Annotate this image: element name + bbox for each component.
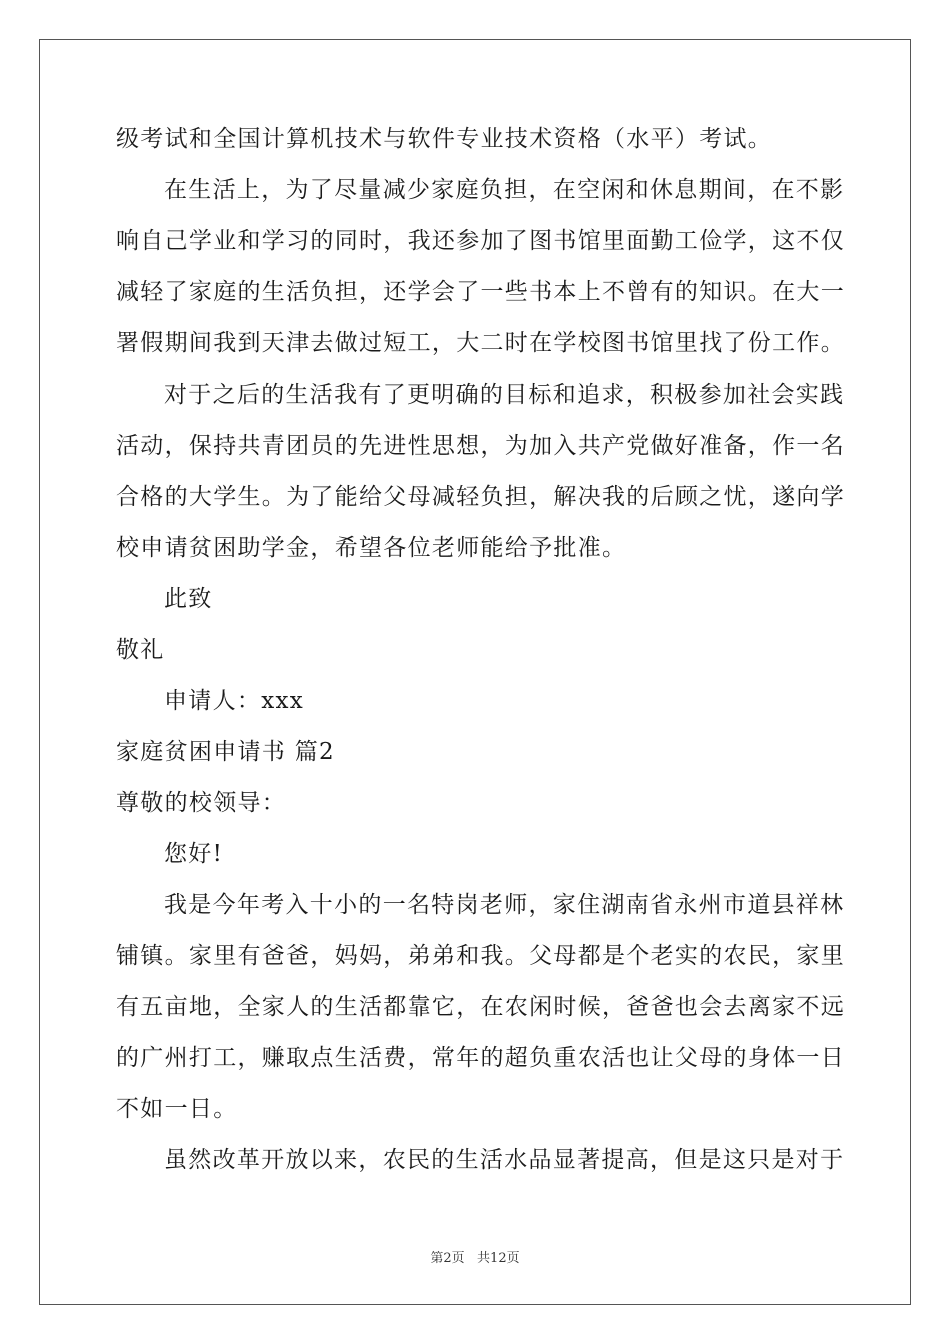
section-title: 家庭贫困申请书 篇2 <box>116 739 335 765</box>
text-line: 的广州打工，赚取点生活费，常年的超负重农活也让父母的身体一日 <box>116 1045 845 1071</box>
text-line: 不如一日。 <box>116 1096 238 1122</box>
text-line: 活动，保持共青团员的先进性思想，为加入共产党做好准备，作一名 <box>116 433 845 459</box>
text-line: 铺镇。家里有爸爸，妈妈，弟弟和我。父母都是个老实的农民，家里 <box>116 943 845 969</box>
text-line: 在生活上，为了尽量减少家庭负担，在空闲和休息期间，在不影 <box>164 177 845 203</box>
applicant-signature: 申请人：xxx <box>164 688 305 714</box>
text-line: 虽然改革开放以来，农民的生活水品显著提高，但是这只是对于 <box>164 1147 845 1173</box>
text-line: 响自己学业和学习的同时，我还参加了图书馆里面勤工俭学，这不仅 <box>116 228 845 254</box>
text-line: 校申请贫困助学金，希望各位老师能给予批准。 <box>116 535 627 561</box>
page-number-footer: 第2页 共12页 <box>430 1251 520 1266</box>
salutation: 敬礼 <box>116 637 165 663</box>
text-line: 署假期间我到天津去做过短工，大二时在学校图书馆里找了份工作。 <box>116 330 845 356</box>
text-line: 减轻了家庭的生活负担，还学会了一些书本上不曾有的知识。在大一 <box>116 279 845 305</box>
text-line: 级考试和全国计算机技术与软件专业技术资格（水平）考试。 <box>116 126 773 152</box>
text-line: 对于之后的生活我有了更明确的目标和追求，积极参加社会实践 <box>164 382 845 408</box>
text-line: 合格的大学生。为了能给父母减轻负担，解决我的后顾之忧，遂向学 <box>116 484 845 510</box>
greeting: 您好! <box>164 841 224 867</box>
addressee: 尊敬的校领导： <box>116 790 287 816</box>
closing-phrase: 此致 <box>164 586 213 612</box>
text-line: 我是今年考入十小的一名特岗老师，家住湖南省永州市道县祥林 <box>164 892 845 918</box>
text-line: 有五亩地，全家人的生活都靠它，在农闲时候，爸爸也会去离家不远 <box>116 994 845 1020</box>
